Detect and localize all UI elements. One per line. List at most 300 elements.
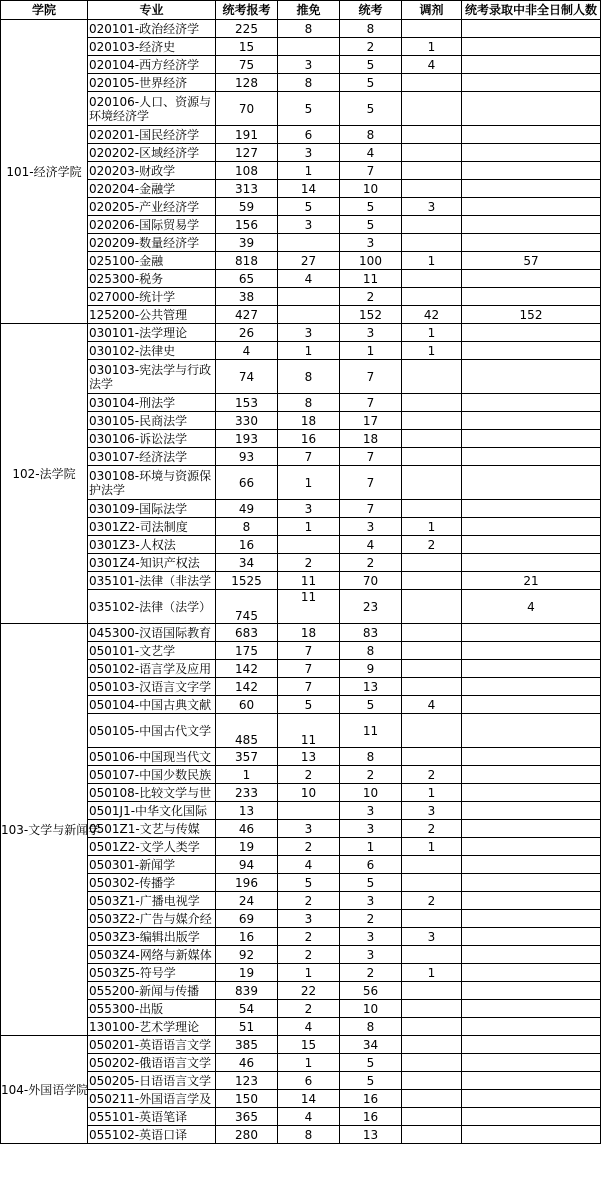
table-row	[1, 892, 601, 910]
exam-cell: 8	[340, 1018, 402, 1036]
recommended-cell: 7	[278, 642, 340, 660]
major-cell: 0503Z4-网络与新媒体	[88, 946, 216, 964]
adjusted-cell	[402, 394, 462, 412]
adjusted-cell	[402, 856, 462, 874]
table-row	[1, 910, 601, 928]
table-row	[1, 324, 601, 342]
table-row	[1, 784, 601, 802]
applied-cell: 280	[216, 1126, 278, 1144]
college-cell: 104-外国语学院	[1, 1036, 88, 1144]
applied-cell: 8	[216, 518, 278, 536]
parttime-cell	[462, 216, 601, 234]
parttime-cell	[462, 324, 601, 342]
applied-cell: 15	[216, 38, 278, 56]
table-row	[1, 946, 601, 964]
recommended-cell	[278, 288, 340, 306]
major-cell: 050201-英语语言文学	[88, 1036, 216, 1054]
applied-cell: 65	[216, 270, 278, 288]
recommended-cell: 5	[278, 198, 340, 216]
table-row	[1, 412, 601, 430]
recommended-cell: 3	[278, 324, 340, 342]
table-row	[1, 928, 601, 946]
recommended-cell: 5	[278, 92, 340, 126]
applied-cell: 123	[216, 1072, 278, 1090]
parttime-cell	[462, 74, 601, 92]
applied-cell: 34	[216, 554, 278, 572]
table-row	[1, 696, 601, 714]
parttime-cell	[462, 766, 601, 784]
recommended-cell: 1	[278, 342, 340, 360]
table-row	[1, 874, 601, 892]
exam-cell: 8	[340, 126, 402, 144]
major-cell: 030102-法律史	[88, 342, 216, 360]
parttime-cell	[462, 394, 601, 412]
header-row	[1, 1, 601, 20]
college-cell: 103-文学与新闻学	[1, 624, 88, 1036]
adjusted-cell	[402, 982, 462, 1000]
adjusted-cell: 2	[402, 820, 462, 838]
recommended-cell: 1	[278, 1054, 340, 1072]
exam-cell: 16	[340, 1090, 402, 1108]
recommended-cell: 1	[278, 466, 340, 500]
major-cell: 020106-人口、资源与环境经济学	[88, 92, 216, 126]
adjusted-cell: 1	[402, 964, 462, 982]
recommended-cell: 11	[278, 714, 340, 748]
parttime-cell	[462, 288, 601, 306]
exam-cell: 5	[340, 1054, 402, 1072]
exam-cell: 5	[340, 696, 402, 714]
applied-cell: 16	[216, 928, 278, 946]
major-cell: 0301Z2-司法制度	[88, 518, 216, 536]
major-cell: 030104-刑法学	[88, 394, 216, 412]
applied-cell: 142	[216, 678, 278, 696]
parttime-cell	[462, 838, 601, 856]
adjusted-cell	[402, 874, 462, 892]
table-row	[1, 572, 601, 590]
adjusted-cell	[402, 466, 462, 500]
table-row	[1, 1126, 601, 1144]
table-row	[1, 448, 601, 466]
applied-cell: 683	[216, 624, 278, 642]
exam-cell: 8	[340, 642, 402, 660]
parttime-cell	[462, 270, 601, 288]
exam-cell: 3	[340, 946, 402, 964]
major-cell: 020202-区域经济学	[88, 144, 216, 162]
applied-cell: 51	[216, 1018, 278, 1036]
applied-cell: 357	[216, 748, 278, 766]
major-cell: 050104-中国古典文献	[88, 696, 216, 714]
recommended-cell: 3	[278, 56, 340, 74]
recommended-cell: 27	[278, 252, 340, 270]
exam-cell: 5	[340, 216, 402, 234]
recommended-cell: 13	[278, 748, 340, 766]
applied-cell: 94	[216, 856, 278, 874]
applied-cell: 69	[216, 910, 278, 928]
table-row	[1, 1108, 601, 1126]
applied-cell: 128	[216, 74, 278, 92]
major-cell: 050107-中国少数民族	[88, 766, 216, 784]
applied-cell: 54	[216, 1000, 278, 1018]
recommended-cell: 8	[278, 1126, 340, 1144]
adjusted-cell: 2	[402, 536, 462, 554]
college-cell: 101-经济学院	[1, 20, 88, 324]
parttime-cell	[462, 180, 601, 198]
parttime-cell	[462, 198, 601, 216]
exam-cell: 3	[340, 802, 402, 820]
adjusted-cell: 2	[402, 766, 462, 784]
applied-cell: 1525	[216, 572, 278, 590]
exam-cell: 3	[340, 892, 402, 910]
parttime-cell	[462, 1108, 601, 1126]
applied-cell: 156	[216, 216, 278, 234]
applied-cell: 39	[216, 234, 278, 252]
exam-cell: 10	[340, 180, 402, 198]
table-row	[1, 1036, 601, 1054]
major-cell: 0501J1-中华文化国际	[88, 802, 216, 820]
table-row	[1, 342, 601, 360]
table-row	[1, 306, 601, 324]
adjusted-cell	[402, 288, 462, 306]
parttime-cell	[462, 784, 601, 802]
exam-cell: 56	[340, 982, 402, 1000]
applied-cell: 4	[216, 342, 278, 360]
exam-cell: 4	[340, 144, 402, 162]
exam-cell: 4	[340, 536, 402, 554]
exam-cell: 70	[340, 572, 402, 590]
exam-cell: 5	[340, 92, 402, 126]
table-row	[1, 766, 601, 784]
exam-cell: 5	[340, 874, 402, 892]
table-row	[1, 360, 601, 394]
parttime-cell	[462, 1036, 601, 1054]
recommended-cell: 7	[278, 448, 340, 466]
adjusted-cell	[402, 1018, 462, 1036]
exam-cell: 13	[340, 678, 402, 696]
major-cell: 0503Z2-广告与媒介经	[88, 910, 216, 928]
adjusted-cell	[402, 144, 462, 162]
table-row	[1, 554, 601, 572]
exam-cell: 10	[340, 784, 402, 802]
exam-cell: 1	[340, 342, 402, 360]
applied-cell: 175	[216, 642, 278, 660]
major-cell: 050105-中国古代文学	[88, 714, 216, 748]
adjusted-cell	[402, 360, 462, 394]
recommended-cell: 18	[278, 624, 340, 642]
table-row	[1, 270, 601, 288]
major-cell: 050302-传播学	[88, 874, 216, 892]
parttime-cell	[462, 678, 601, 696]
applied-cell: 66	[216, 466, 278, 500]
adjusted-cell	[402, 20, 462, 38]
applied-cell: 839	[216, 982, 278, 1000]
adjusted-cell	[402, 234, 462, 252]
table-row	[1, 642, 601, 660]
recommended-cell	[278, 802, 340, 820]
exam-cell: 3	[340, 820, 402, 838]
major-cell: 020203-财政学	[88, 162, 216, 180]
table-row	[1, 180, 601, 198]
exam-cell: 9	[340, 660, 402, 678]
adjusted-cell	[402, 500, 462, 518]
adjusted-cell	[402, 1108, 462, 1126]
exam-cell: 7	[340, 448, 402, 466]
major-cell: 027000-统计学	[88, 288, 216, 306]
parttime-cell: 4	[462, 590, 601, 624]
table-row	[1, 74, 601, 92]
recommended-cell: 10	[278, 784, 340, 802]
table-row	[1, 678, 601, 696]
recommended-cell	[278, 234, 340, 252]
parttime-cell	[462, 430, 601, 448]
recommended-cell: 11	[278, 572, 340, 590]
parttime-cell	[462, 56, 601, 74]
parttime-cell	[462, 38, 601, 56]
applied-cell: 19	[216, 964, 278, 982]
exam-cell: 23	[340, 590, 402, 624]
exam-cell: 1	[340, 838, 402, 856]
major-cell: 050102-语言学及应用	[88, 660, 216, 678]
parttime-cell: 152	[462, 306, 601, 324]
adjusted-cell	[402, 624, 462, 642]
exam-cell: 7	[340, 394, 402, 412]
major-cell: 055101-英语笔译	[88, 1108, 216, 1126]
recommended-cell: 1	[278, 964, 340, 982]
parttime-cell	[462, 342, 601, 360]
recommended-cell: 2	[278, 1000, 340, 1018]
major-cell: 020201-国民经济学	[88, 126, 216, 144]
adjusted-cell	[402, 448, 462, 466]
parttime-cell	[462, 360, 601, 394]
exam-cell: 5	[340, 74, 402, 92]
exam-cell: 7	[340, 162, 402, 180]
table-row	[1, 144, 601, 162]
recommended-cell: 3	[278, 144, 340, 162]
table-row	[1, 252, 601, 270]
parttime-cell	[462, 748, 601, 766]
recommended-cell: 14	[278, 1090, 340, 1108]
adjusted-cell: 3	[402, 198, 462, 216]
adjusted-cell: 1	[402, 342, 462, 360]
major-cell: 050108-比较文学与世	[88, 784, 216, 802]
major-cell: 055200-新闻与传播	[88, 982, 216, 1000]
exam-cell: 10	[340, 1000, 402, 1018]
parttime-cell	[462, 144, 601, 162]
major-cell: 125200-公共管理	[88, 306, 216, 324]
exam-cell: 83	[340, 624, 402, 642]
exam-cell: 8	[340, 748, 402, 766]
recommended-cell: 3	[278, 500, 340, 518]
table-row	[1, 856, 601, 874]
adjusted-cell	[402, 572, 462, 590]
adjusted-cell	[402, 412, 462, 430]
major-cell: 055102-英语口译	[88, 1126, 216, 1144]
applied-cell: 60	[216, 696, 278, 714]
recommended-cell: 2	[278, 946, 340, 964]
major-cell: 020205-产业经济学	[88, 198, 216, 216]
table-row	[1, 20, 601, 38]
major-cell: 050101-文艺学	[88, 642, 216, 660]
applied-cell: 745	[216, 590, 278, 624]
parttime-cell	[462, 624, 601, 642]
table-row	[1, 1072, 601, 1090]
exam-cell: 2	[340, 554, 402, 572]
major-cell: 030101-法学理论	[88, 324, 216, 342]
header-adjusted: 调剂	[402, 1, 462, 20]
applied-cell: 485	[216, 714, 278, 748]
major-cell: 045300-汉语国际教育	[88, 624, 216, 642]
major-cell: 0503Z3-编辑出版学	[88, 928, 216, 946]
table-row	[1, 964, 601, 982]
exam-cell: 2	[340, 38, 402, 56]
recommended-cell: 4	[278, 1018, 340, 1036]
major-cell: 030105-民商法学	[88, 412, 216, 430]
exam-cell: 5	[340, 1072, 402, 1090]
applied-cell: 365	[216, 1108, 278, 1126]
adjusted-cell: 42	[402, 306, 462, 324]
adjusted-cell: 1	[402, 784, 462, 802]
recommended-cell: 15	[278, 1036, 340, 1054]
adjusted-cell	[402, 92, 462, 126]
header-exam: 统考	[340, 1, 402, 20]
applied-cell: 142	[216, 660, 278, 678]
major-cell: 050106-中国现当代文	[88, 748, 216, 766]
exam-cell: 2	[340, 766, 402, 784]
parttime-cell: 21	[462, 572, 601, 590]
adjusted-cell	[402, 1072, 462, 1090]
applied-cell: 153	[216, 394, 278, 412]
recommended-cell: 2	[278, 928, 340, 946]
applied-cell: 385	[216, 1036, 278, 1054]
parttime-cell	[462, 820, 601, 838]
parttime-cell	[462, 1054, 601, 1072]
table-row	[1, 288, 601, 306]
major-cell: 050205-日语语言文学	[88, 1072, 216, 1090]
parttime-cell	[462, 964, 601, 982]
exam-cell: 3	[340, 518, 402, 536]
table-row	[1, 1090, 601, 1108]
applied-cell: 92	[216, 946, 278, 964]
table-row	[1, 536, 601, 554]
table-row	[1, 1000, 601, 1018]
applied-cell: 75	[216, 56, 278, 74]
recommended-cell: 8	[278, 20, 340, 38]
adjusted-cell: 1	[402, 518, 462, 536]
parttime-cell	[462, 802, 601, 820]
parttime-cell	[462, 1000, 601, 1018]
recommended-cell: 18	[278, 412, 340, 430]
table-row	[1, 624, 601, 642]
applied-cell: 225	[216, 20, 278, 38]
major-cell: 050103-汉语言文字学	[88, 678, 216, 696]
parttime-cell	[462, 554, 601, 572]
parttime-cell	[462, 982, 601, 1000]
table-row	[1, 838, 601, 856]
adjusted-cell: 3	[402, 802, 462, 820]
parttime-cell	[462, 892, 601, 910]
recommended-cell: 22	[278, 982, 340, 1000]
major-cell: 030107-经济法学	[88, 448, 216, 466]
exam-cell: 5	[340, 56, 402, 74]
applied-cell: 13	[216, 802, 278, 820]
adjusted-cell	[402, 1090, 462, 1108]
exam-cell: 16	[340, 1108, 402, 1126]
major-cell: 050202-俄语语言文学	[88, 1054, 216, 1072]
exam-cell: 13	[340, 1126, 402, 1144]
parttime-cell	[462, 1072, 601, 1090]
recommended-cell: 6	[278, 1072, 340, 1090]
adjusted-cell	[402, 554, 462, 572]
parttime-cell	[462, 234, 601, 252]
exam-cell: 7	[340, 500, 402, 518]
header-applied: 统考报考	[216, 1, 278, 20]
applied-cell: 427	[216, 306, 278, 324]
adjusted-cell: 4	[402, 56, 462, 74]
parttime-cell	[462, 714, 601, 748]
adjusted-cell	[402, 946, 462, 964]
major-cell: 020104-西方经济学	[88, 56, 216, 74]
adjusted-cell	[402, 180, 462, 198]
exam-cell: 3	[340, 928, 402, 946]
major-cell: 055300-出版	[88, 1000, 216, 1018]
table-row	[1, 92, 601, 126]
parttime-cell	[462, 1018, 601, 1036]
major-cell: 020101-政治经济学	[88, 20, 216, 38]
exam-cell: 18	[340, 430, 402, 448]
major-cell: 050211-外国语言学及	[88, 1090, 216, 1108]
applied-cell: 150	[216, 1090, 278, 1108]
adjusted-cell	[402, 910, 462, 928]
recommended-cell	[278, 38, 340, 56]
parttime-cell	[462, 1126, 601, 1144]
applied-cell: 313	[216, 180, 278, 198]
adjusted-cell: 1	[402, 252, 462, 270]
parttime-cell	[462, 518, 601, 536]
exam-cell: 8	[340, 20, 402, 38]
recommended-cell: 8	[278, 74, 340, 92]
applied-cell: 26	[216, 324, 278, 342]
adjusted-cell	[402, 1126, 462, 1144]
recommended-cell: 5	[278, 874, 340, 892]
major-cell: 0501Z2-文学人类学	[88, 838, 216, 856]
major-cell: 030109-国际法学	[88, 500, 216, 518]
adjusted-cell: 1	[402, 838, 462, 856]
parttime-cell	[462, 642, 601, 660]
applied-cell: 1	[216, 766, 278, 784]
table-row	[1, 982, 601, 1000]
adjusted-cell	[402, 162, 462, 180]
recommended-cell: 2	[278, 766, 340, 784]
exam-cell: 5	[340, 198, 402, 216]
applied-cell: 74	[216, 360, 278, 394]
applied-cell: 59	[216, 198, 278, 216]
applied-cell: 233	[216, 784, 278, 802]
recommended-cell: 5	[278, 696, 340, 714]
adjusted-cell: 1	[402, 38, 462, 56]
header-recommended: 推免	[278, 1, 340, 20]
applied-cell: 46	[216, 1054, 278, 1072]
recommended-cell: 4	[278, 856, 340, 874]
major-cell: 020204-金融学	[88, 180, 216, 198]
major-cell: 030103-宪法学与行政法学	[88, 360, 216, 394]
applied-cell: 49	[216, 500, 278, 518]
recommended-cell	[278, 306, 340, 324]
header-college: 学院	[1, 1, 88, 20]
applied-cell: 127	[216, 144, 278, 162]
applied-cell: 193	[216, 430, 278, 448]
parttime-cell	[462, 910, 601, 928]
exam-cell: 3	[340, 324, 402, 342]
major-cell: 025300-税务	[88, 270, 216, 288]
